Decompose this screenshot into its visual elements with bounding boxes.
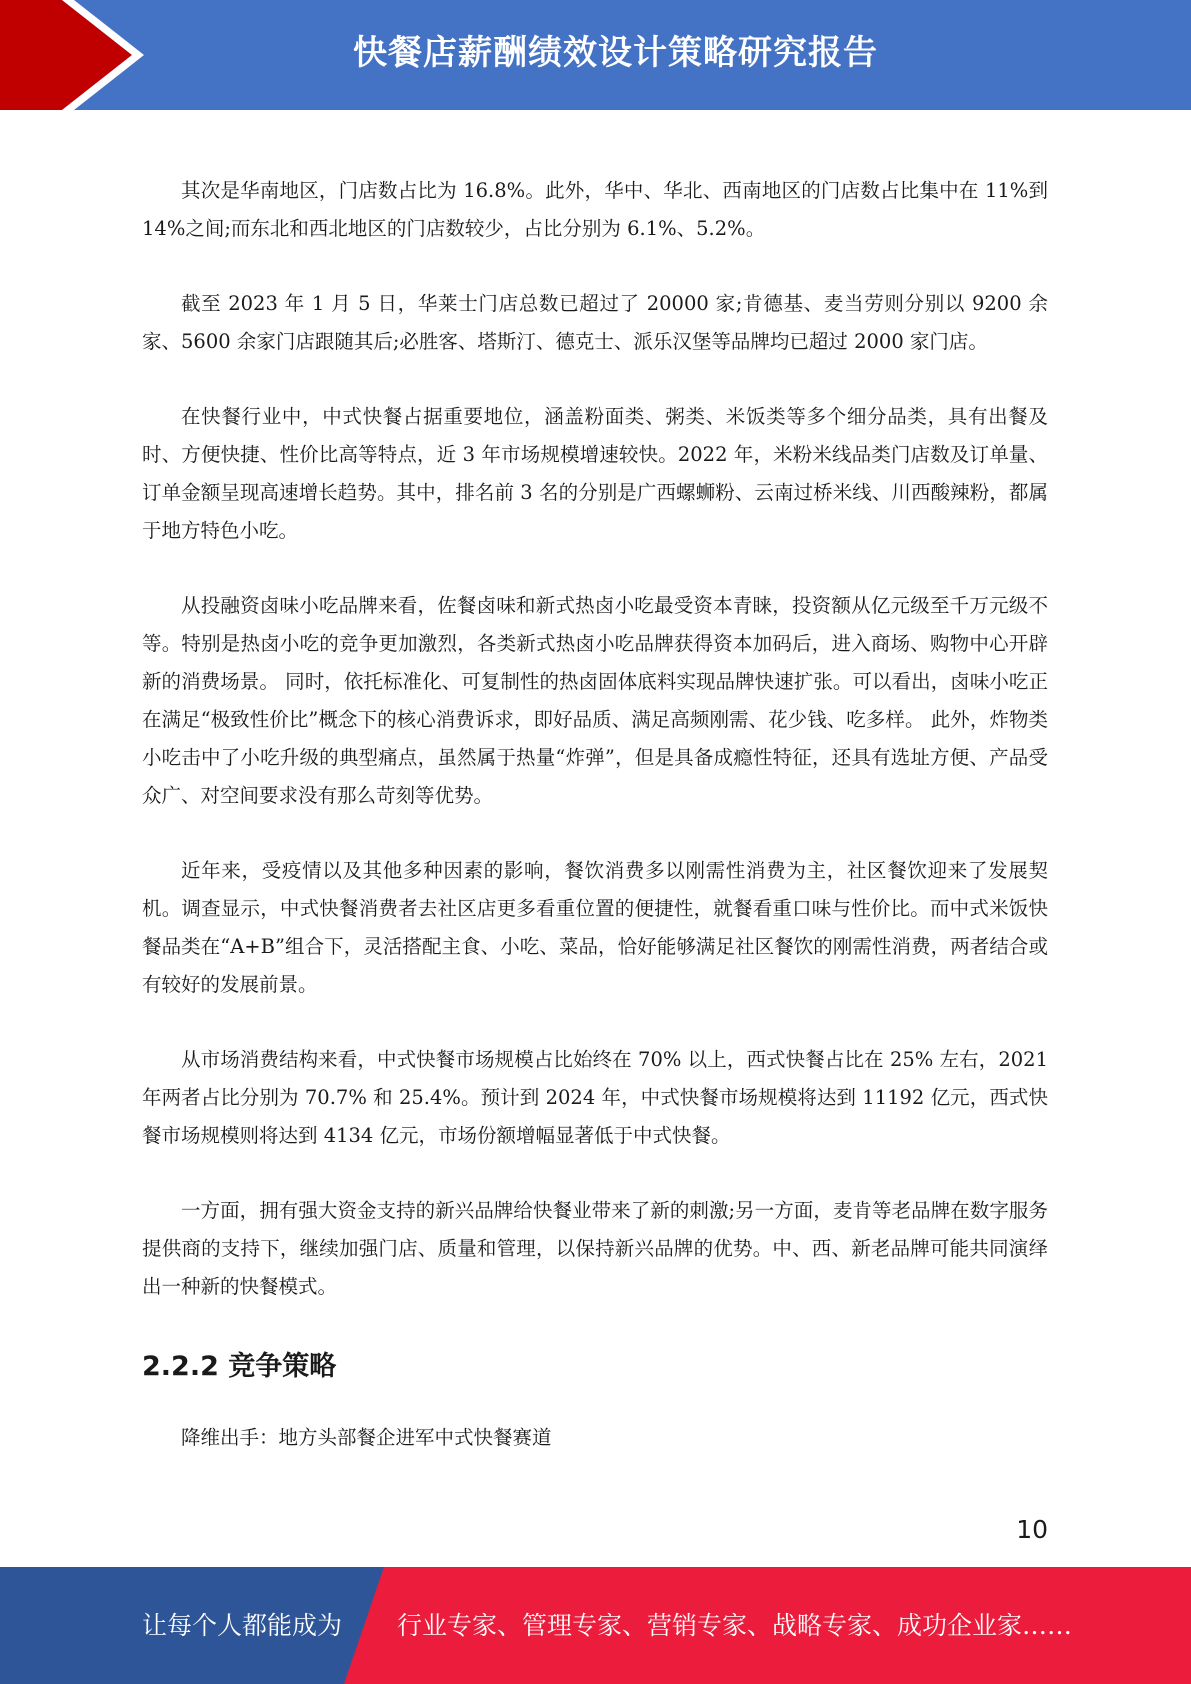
section-subtitle: 降维出手：地方头部餐企进军中式快餐赛道	[181, 1426, 552, 1449]
page-number: 10	[1016, 1515, 1048, 1544]
section-heading: 2.2.2 竞争策略	[142, 1351, 337, 1382]
paragraph: 近年来，受疫情以及其他多种因素的影响，餐饮消费多以刚需性消费为主，社区餐饮迎来了发展契机。调查显示，中式快餐消费者去社区店更多看重位置的便捷性，就餐看重口味与性价比。而中式米饭快餐品类在“A+B”组合下，灵活搭配主食、小吃、菜品，恰好能够满足社区餐饮的刚需性消费，两者结合或有较好的发展前景。	[142, 859, 1048, 996]
header-banner	[0, 0, 1191, 110]
footer-slogan-right: 行业专家、管理专家、营销专家、战略专家、成功企业家……	[397, 1611, 1073, 1640]
paragraph: 截至 2023 年 1 月 5 日，华莱士门店总数已超过了 20000 家;肯德基、麦当劳则分别以 9200 余家、5600 余家门店跟随其后;必胜客、塔斯汀、德克士、派乐汉堡等品牌均已超过 2000 家门店。	[142, 292, 1048, 353]
report-title: 快餐店薪酬绩效设计策略研究报告	[353, 33, 878, 73]
footer-slogan-left: 让每个人都能成为	[142, 1611, 343, 1640]
paragraph: 在快餐行业中，中式快餐占据重要地位，涵盖粉面类、粥类、米饭类等多个细分品类，具有出餐及时、方便快捷、性价比高等特点，近 3 年市场规模增速较快。2022 年，米粉米线品类门店数及订单量、订单金额呈现高速增长趋势。其中，排名前 3 名的分别是广西螺蛳粉、云南过桥米线、川西酸辣粉，都属于地方特色小吃。	[142, 405, 1048, 542]
page-content	[142, 172, 1048, 1457]
footer-banner	[0, 1567, 1191, 1684]
paragraph: 一方面，拥有强大资金支持的新兴品牌给快餐业带来了新的刺激;另一方面，麦肯等老品牌在数字服务提供商的支持下，继续加强门店、质量和管理，以保持新兴品牌的优势。中、西、新老品牌可能共同演绎出一种新的快餐模式。	[142, 1199, 1048, 1298]
paragraph: 从市场消费结构来看，中式快餐市场规模占比始终在 70% 以上，西式快餐占比在 25% 左右，2021 年两者占比分别为 70.7% 和 25.4%。预计到 2024 年，中式快餐市场规模将达到 11192 亿元，西式快餐市场规模则将达到 4134 亿元，市场份额增幅显著低于中式快餐。	[142, 1048, 1048, 1147]
paragraph: 其次是华南地区，门店数占比为 16.8%。此外，华中、华北、西南地区的门店数占比集中在 11%到 14%之间;而东北和西北地区的门店数较少，占比分别为 6.1%、5.2%。	[142, 179, 1048, 240]
paragraph: 从投融资卤味小吃品牌来看，佐餐卤味和新式热卤小吃最受资本青睐，投资额从亿元级至千万元级不等。特别是热卤小吃的竞争更加激烈，各类新式热卤小吃品牌获得资本加码后，进入商场、购物中心开辟新的消费场景。 同时，依托标准化、可复制性的热卤固体底料实现品牌快速扩张。可以看出，卤味小吃正在满足“极致性价比”概念下的核心消费诉求，即好品质、满足高频刚需、花少钱、吃多样。 此外，炸物类小吃击中了小吃升级的典型痛点，虽然属于热量“炸弹”，但是具备成瘾性特征，还具有选址方便、产品受众广、对空间要求没有那么苛刻等优势。	[142, 594, 1048, 807]
